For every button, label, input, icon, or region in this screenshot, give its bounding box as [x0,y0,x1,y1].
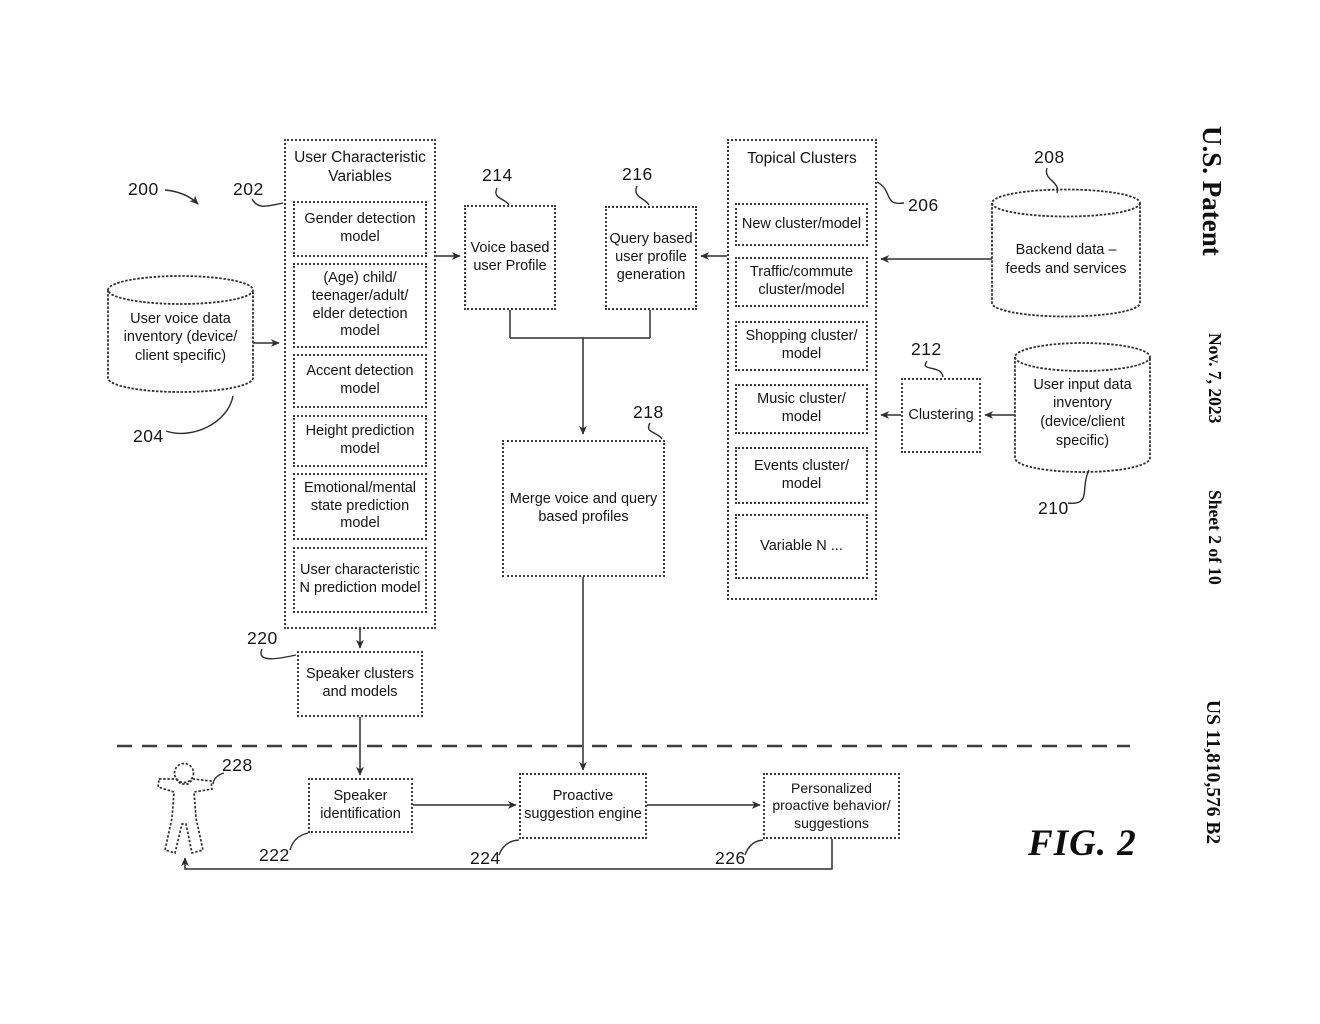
ref-220: 220 [247,628,278,648]
box-age-detection-model: (Age) child/ teenager/adult/ elder detection model [293,263,427,348]
box-shopping-cluster-model: Shopping cluster/ model [735,321,868,371]
leader-220 [261,649,296,659]
box-accent-detection-model: Accent detection model [293,354,427,408]
ref-208: 208 [1034,147,1065,167]
box-clustering: Clustering [901,378,981,453]
ref-214: 214 [482,165,513,185]
user-figure [158,764,212,854]
ref-210: 210 [1038,498,1069,518]
box-events-cluster-model: Events cluster/ model [735,447,868,504]
box-new-cluster-model: New cluster/model [735,203,868,246]
box-speaker-identification: Speaker identification [308,778,413,833]
box-gender-detection-model: Gender detection model [293,201,427,257]
ucv-title: User Characteristic Variables [294,149,426,186]
patent-header-title: U.S. Patent [1197,126,1227,256]
patent-header-number: US 11,810,576 B2 [1202,700,1223,845]
leader-200 [165,190,198,204]
leader-214 [496,188,509,205]
leader-212 [925,361,943,377]
ref-204: 204 [133,426,164,446]
ref-212: 212 [911,339,942,359]
leader-218 [649,423,662,439]
box-merge-profiles: Merge voice and query based profiles [502,440,665,577]
ref-228: 228 [222,755,253,775]
box-proactive-suggestion-engine: Proactive suggestion engine [519,773,647,839]
box-personalized-proactive-behavior: Personalized proactive behavior/ suggestions [763,773,900,839]
ref-200: 200 [128,179,159,199]
box-emotional-state-prediction-model: Emotional/mental state prediction model [293,473,427,540]
ref-222: 222 [259,845,290,865]
patent-header-sheet: Sheet 2 of 10 [1205,490,1225,585]
box-traffic-commute-cluster-model: Traffic/commute cluster/model [735,257,868,307]
ref-216: 216 [622,164,653,184]
leader-202 [252,199,283,206]
box-height-prediction-model: Height prediction model [293,415,427,467]
figure-label: FIG. 2 [1028,823,1137,864]
leader-206 [877,182,904,203]
box-music-cluster-model: Music cluster/ model [735,384,868,434]
label-user-input-data-inventory: User input data inventory (device/client specific) [1033,376,1132,449]
box-voice-based-user-profile: Voice based user Profile [464,205,556,310]
ref-206: 206 [908,195,939,215]
ref-218: 218 [633,402,664,422]
patent-header-date: Nov. 7, 2023 [1205,333,1225,424]
merge-junction-lines [510,310,650,338]
topical-title: Topical Clusters [747,150,857,167]
ref-224: 224 [470,848,501,868]
leader-216 [636,186,649,205]
leader-224 [499,840,519,855]
box-variable-n: Variable N ... [735,514,868,579]
ref-202: 202 [233,179,264,199]
ref-226: 226 [715,848,746,868]
leader-204 [166,396,233,433]
leader-226 [745,840,763,855]
label-backend-data: Backend data – feeds and services [1005,241,1127,277]
box-user-characteristic-n-prediction-model: User characteristic N prediction model [293,547,427,613]
box-query-based-user-profile-generation: Query based user profile generation [605,206,697,310]
label-user-voice-data-inventory: User voice data inventory (device/ client specific) [123,310,238,364]
leader-222 [290,833,308,850]
box-speaker-clusters-and-models: Speaker clusters and models [297,651,423,717]
leader-210 [1068,470,1089,503]
